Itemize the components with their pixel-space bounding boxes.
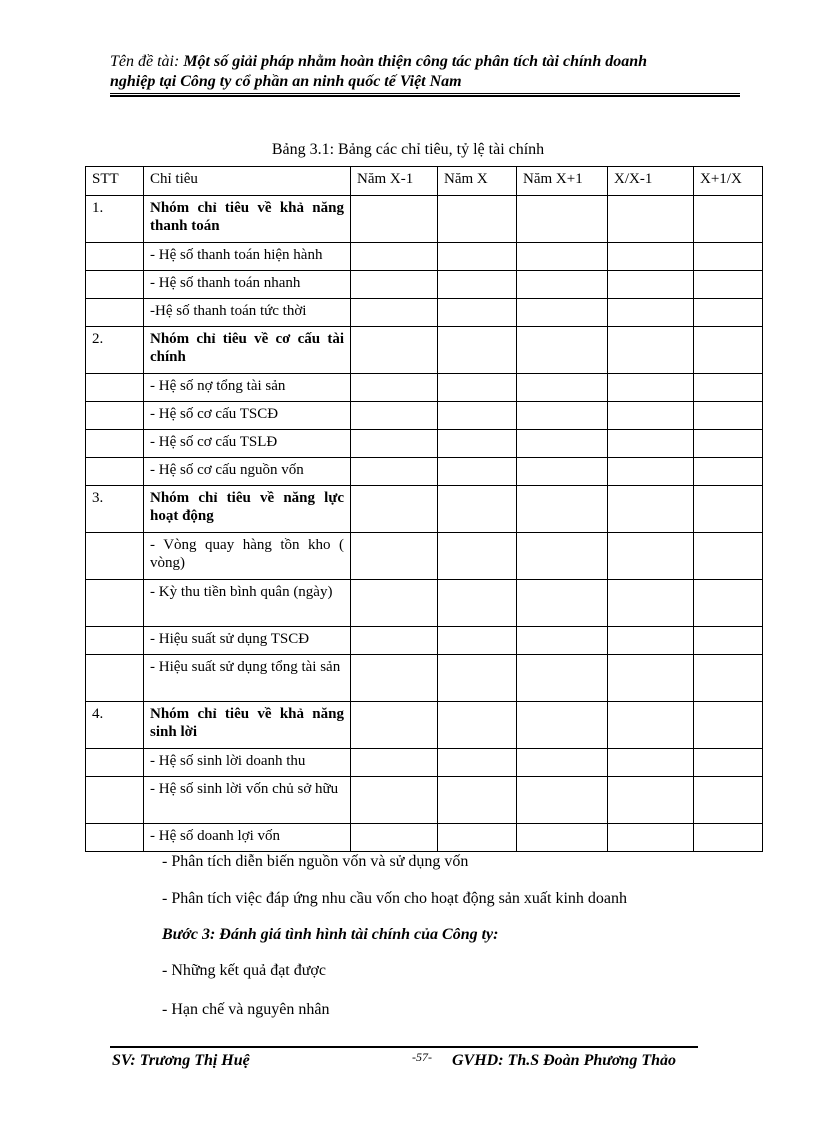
table-row — [86, 749, 763, 777]
indicator-cell: - Hiệu suất sử dụng tổng tài sản — [144, 655, 351, 702]
value-cell — [608, 402, 694, 430]
value-cell — [517, 196, 608, 243]
value-cell — [438, 458, 517, 486]
value-cell — [694, 299, 763, 327]
value-cell — [438, 749, 517, 777]
header-title-line2: nghiệp tại Công ty cổ phần an ninh quốc tế Việt Nam — [110, 73, 462, 90]
financial-indicators-table — [85, 166, 763, 852]
indicator-cell: - Hệ số thanh toán nhanh — [144, 271, 351, 299]
header-label: Tên đề tài: — [110, 53, 180, 70]
body-line-sources-uses: - Phân tích diễn biến nguồn vốn và sử dụng vốn — [162, 853, 469, 870]
stt-cell — [86, 533, 144, 580]
value-cell — [694, 486, 763, 533]
value-cell — [438, 299, 517, 327]
value-cell — [694, 824, 763, 852]
header-title-line1: Một số giải pháp nhằm hoàn thiện công tác phân tích tài chính doanh — [179, 53, 648, 70]
page-header — [110, 52, 742, 92]
value-cell — [517, 580, 608, 627]
table-row — [86, 655, 763, 702]
value-cell — [438, 430, 517, 458]
value-cell — [517, 430, 608, 458]
value-cell — [517, 777, 608, 824]
table-row — [86, 374, 763, 402]
value-cell — [608, 533, 694, 580]
value-cell — [608, 430, 694, 458]
value-cell — [351, 655, 438, 702]
value-cell — [438, 486, 517, 533]
indicator-cell: Nhóm chỉ tiêu về cơ cấu tài chính — [144, 327, 351, 374]
indicator-cell: - Hiệu suất sử dụng TSCĐ — [144, 627, 351, 655]
value-cell — [438, 627, 517, 655]
column-header: Năm X+1 — [517, 167, 608, 196]
footer-advisor: GVHD: Th.S Đoàn Phương Thảo — [452, 1052, 676, 1069]
stt-cell — [86, 374, 144, 402]
value-cell — [517, 702, 608, 749]
indicator-cell: Nhóm chỉ tiêu về năng lực hoạt động — [144, 486, 351, 533]
indicator-cell: - Hệ số cơ cấu TSLĐ — [144, 430, 351, 458]
table-row — [86, 580, 763, 627]
value-cell — [517, 299, 608, 327]
table-row — [86, 327, 763, 374]
value-cell — [517, 458, 608, 486]
value-cell — [608, 655, 694, 702]
table-row — [86, 486, 763, 533]
value-cell — [438, 655, 517, 702]
table-caption: Bảng 3.1: Bảng các chỉ tiêu, tỷ lệ tài chính — [271, 141, 545, 158]
value-cell — [351, 430, 438, 458]
stt-cell: 1. — [86, 196, 144, 243]
stt-cell — [86, 299, 144, 327]
column-header: X+1/X — [694, 167, 763, 196]
value-cell — [517, 271, 608, 299]
column-header: Năm X — [438, 167, 517, 196]
indicator-cell: - Hệ số sinh lời doanh thu — [144, 749, 351, 777]
value-cell — [608, 749, 694, 777]
table-header-row — [86, 167, 763, 196]
value-cell — [517, 627, 608, 655]
value-cell — [694, 374, 763, 402]
step3-heading: Bước 3: Đánh giá tình hình tài chính của Công ty: — [162, 926, 499, 943]
stt-cell — [86, 627, 144, 655]
stt-cell — [86, 243, 144, 271]
value-cell — [351, 824, 438, 852]
value-cell — [517, 655, 608, 702]
value-cell — [608, 374, 694, 402]
column-header: Chỉ tiêu — [144, 167, 351, 196]
value-cell — [608, 196, 694, 243]
value-cell — [694, 430, 763, 458]
value-cell — [608, 824, 694, 852]
table-row — [86, 271, 763, 299]
value-cell — [351, 271, 438, 299]
table-row — [86, 627, 763, 655]
indicator-cell: - Hệ số cơ cấu nguồn vốn — [144, 458, 351, 486]
value-cell — [351, 402, 438, 430]
value-cell — [517, 243, 608, 271]
table-row — [86, 777, 763, 824]
value-cell — [694, 243, 763, 271]
table-row — [86, 533, 763, 580]
value-cell — [438, 374, 517, 402]
value-cell — [694, 196, 763, 243]
stt-cell — [86, 430, 144, 458]
value-cell — [608, 777, 694, 824]
value-cell — [694, 402, 763, 430]
value-cell — [517, 824, 608, 852]
table-row — [86, 299, 763, 327]
indicator-cell: Nhóm chỉ tiêu về khả năng thanh toán — [144, 196, 351, 243]
indicator-cell: - Hệ số nợ tổng tài sản — [144, 374, 351, 402]
stt-cell: 4. — [86, 702, 144, 749]
value-cell — [438, 824, 517, 852]
value-cell — [438, 580, 517, 627]
value-cell — [351, 749, 438, 777]
table-row — [86, 402, 763, 430]
footer-rule — [110, 1046, 698, 1048]
value-cell — [351, 196, 438, 243]
value-cell — [351, 533, 438, 580]
indicator-cell: Nhóm chỉ tiêu về khả năng sinh lời — [144, 702, 351, 749]
column-header: X/X-1 — [608, 167, 694, 196]
value-cell — [694, 777, 763, 824]
value-cell — [694, 627, 763, 655]
value-cell — [517, 486, 608, 533]
value-cell — [351, 580, 438, 627]
value-cell — [517, 374, 608, 402]
value-cell — [694, 327, 763, 374]
value-cell — [608, 271, 694, 299]
body-line-limitations: - Hạn chế và nguyên nhân — [162, 1001, 330, 1018]
body-line-capital-needs: - Phân tích việc đáp ứng nhu cầu vốn cho hoạt động sản xuất kinh doanh — [162, 890, 628, 907]
value-cell — [694, 655, 763, 702]
stt-cell — [86, 777, 144, 824]
value-cell — [608, 243, 694, 271]
value-cell — [438, 777, 517, 824]
indicator-cell: - Kỳ thu tiền bình quân (ngày) — [144, 580, 351, 627]
value-cell — [694, 580, 763, 627]
stt-cell — [86, 580, 144, 627]
value-cell — [694, 533, 763, 580]
indicator-cell: - Vòng quay hàng tồn kho ( vòng) — [144, 533, 351, 580]
footer-student: SV: Trương Thị Huệ — [112, 1052, 250, 1069]
indicator-cell: - Hệ số sinh lời vốn chủ sở hữu — [144, 777, 351, 824]
value-cell — [351, 486, 438, 533]
body-line-results: - Những kết quả đạt được — [162, 962, 326, 979]
stt-cell — [86, 402, 144, 430]
value-cell — [438, 271, 517, 299]
value-cell — [438, 196, 517, 243]
stt-cell — [86, 824, 144, 852]
column-header: Năm X-1 — [351, 167, 438, 196]
value-cell — [517, 402, 608, 430]
value-cell — [351, 374, 438, 402]
stt-cell — [86, 271, 144, 299]
stt-cell — [86, 655, 144, 702]
value-cell — [351, 702, 438, 749]
table-row — [86, 430, 763, 458]
value-cell — [351, 299, 438, 327]
table-row — [86, 458, 763, 486]
value-cell — [438, 327, 517, 374]
table-row — [86, 702, 763, 749]
value-cell — [438, 702, 517, 749]
header-rule — [110, 93, 740, 97]
value-cell — [351, 627, 438, 655]
stt-cell — [86, 749, 144, 777]
value-cell — [608, 458, 694, 486]
value-cell — [608, 327, 694, 374]
value-cell — [351, 327, 438, 374]
stt-cell: 3. — [86, 486, 144, 533]
value-cell — [351, 243, 438, 271]
value-cell — [351, 458, 438, 486]
value-cell — [438, 402, 517, 430]
page-number: -57- — [412, 1050, 432, 1064]
stt-cell: 2. — [86, 327, 144, 374]
value-cell — [351, 777, 438, 824]
value-cell — [694, 458, 763, 486]
stt-cell — [86, 458, 144, 486]
indicator-cell: -Hệ số thanh toán tức thời — [144, 299, 351, 327]
value-cell — [608, 627, 694, 655]
table-row — [86, 196, 763, 243]
value-cell — [608, 299, 694, 327]
value-cell — [608, 702, 694, 749]
table-row — [86, 824, 763, 852]
value-cell — [608, 486, 694, 533]
value-cell — [694, 271, 763, 299]
value-cell — [438, 533, 517, 580]
indicator-cell: - Hệ số doanh lợi vốn — [144, 824, 351, 852]
value-cell — [517, 749, 608, 777]
indicator-cell: - Hệ số cơ cấu TSCĐ — [144, 402, 351, 430]
value-cell — [608, 580, 694, 627]
value-cell — [694, 702, 763, 749]
value-cell — [438, 243, 517, 271]
indicator-cell: - Hệ số thanh toán hiện hành — [144, 243, 351, 271]
value-cell — [694, 749, 763, 777]
table-row — [86, 243, 763, 271]
value-cell — [517, 327, 608, 374]
value-cell — [517, 533, 608, 580]
column-header: STT — [86, 167, 144, 196]
